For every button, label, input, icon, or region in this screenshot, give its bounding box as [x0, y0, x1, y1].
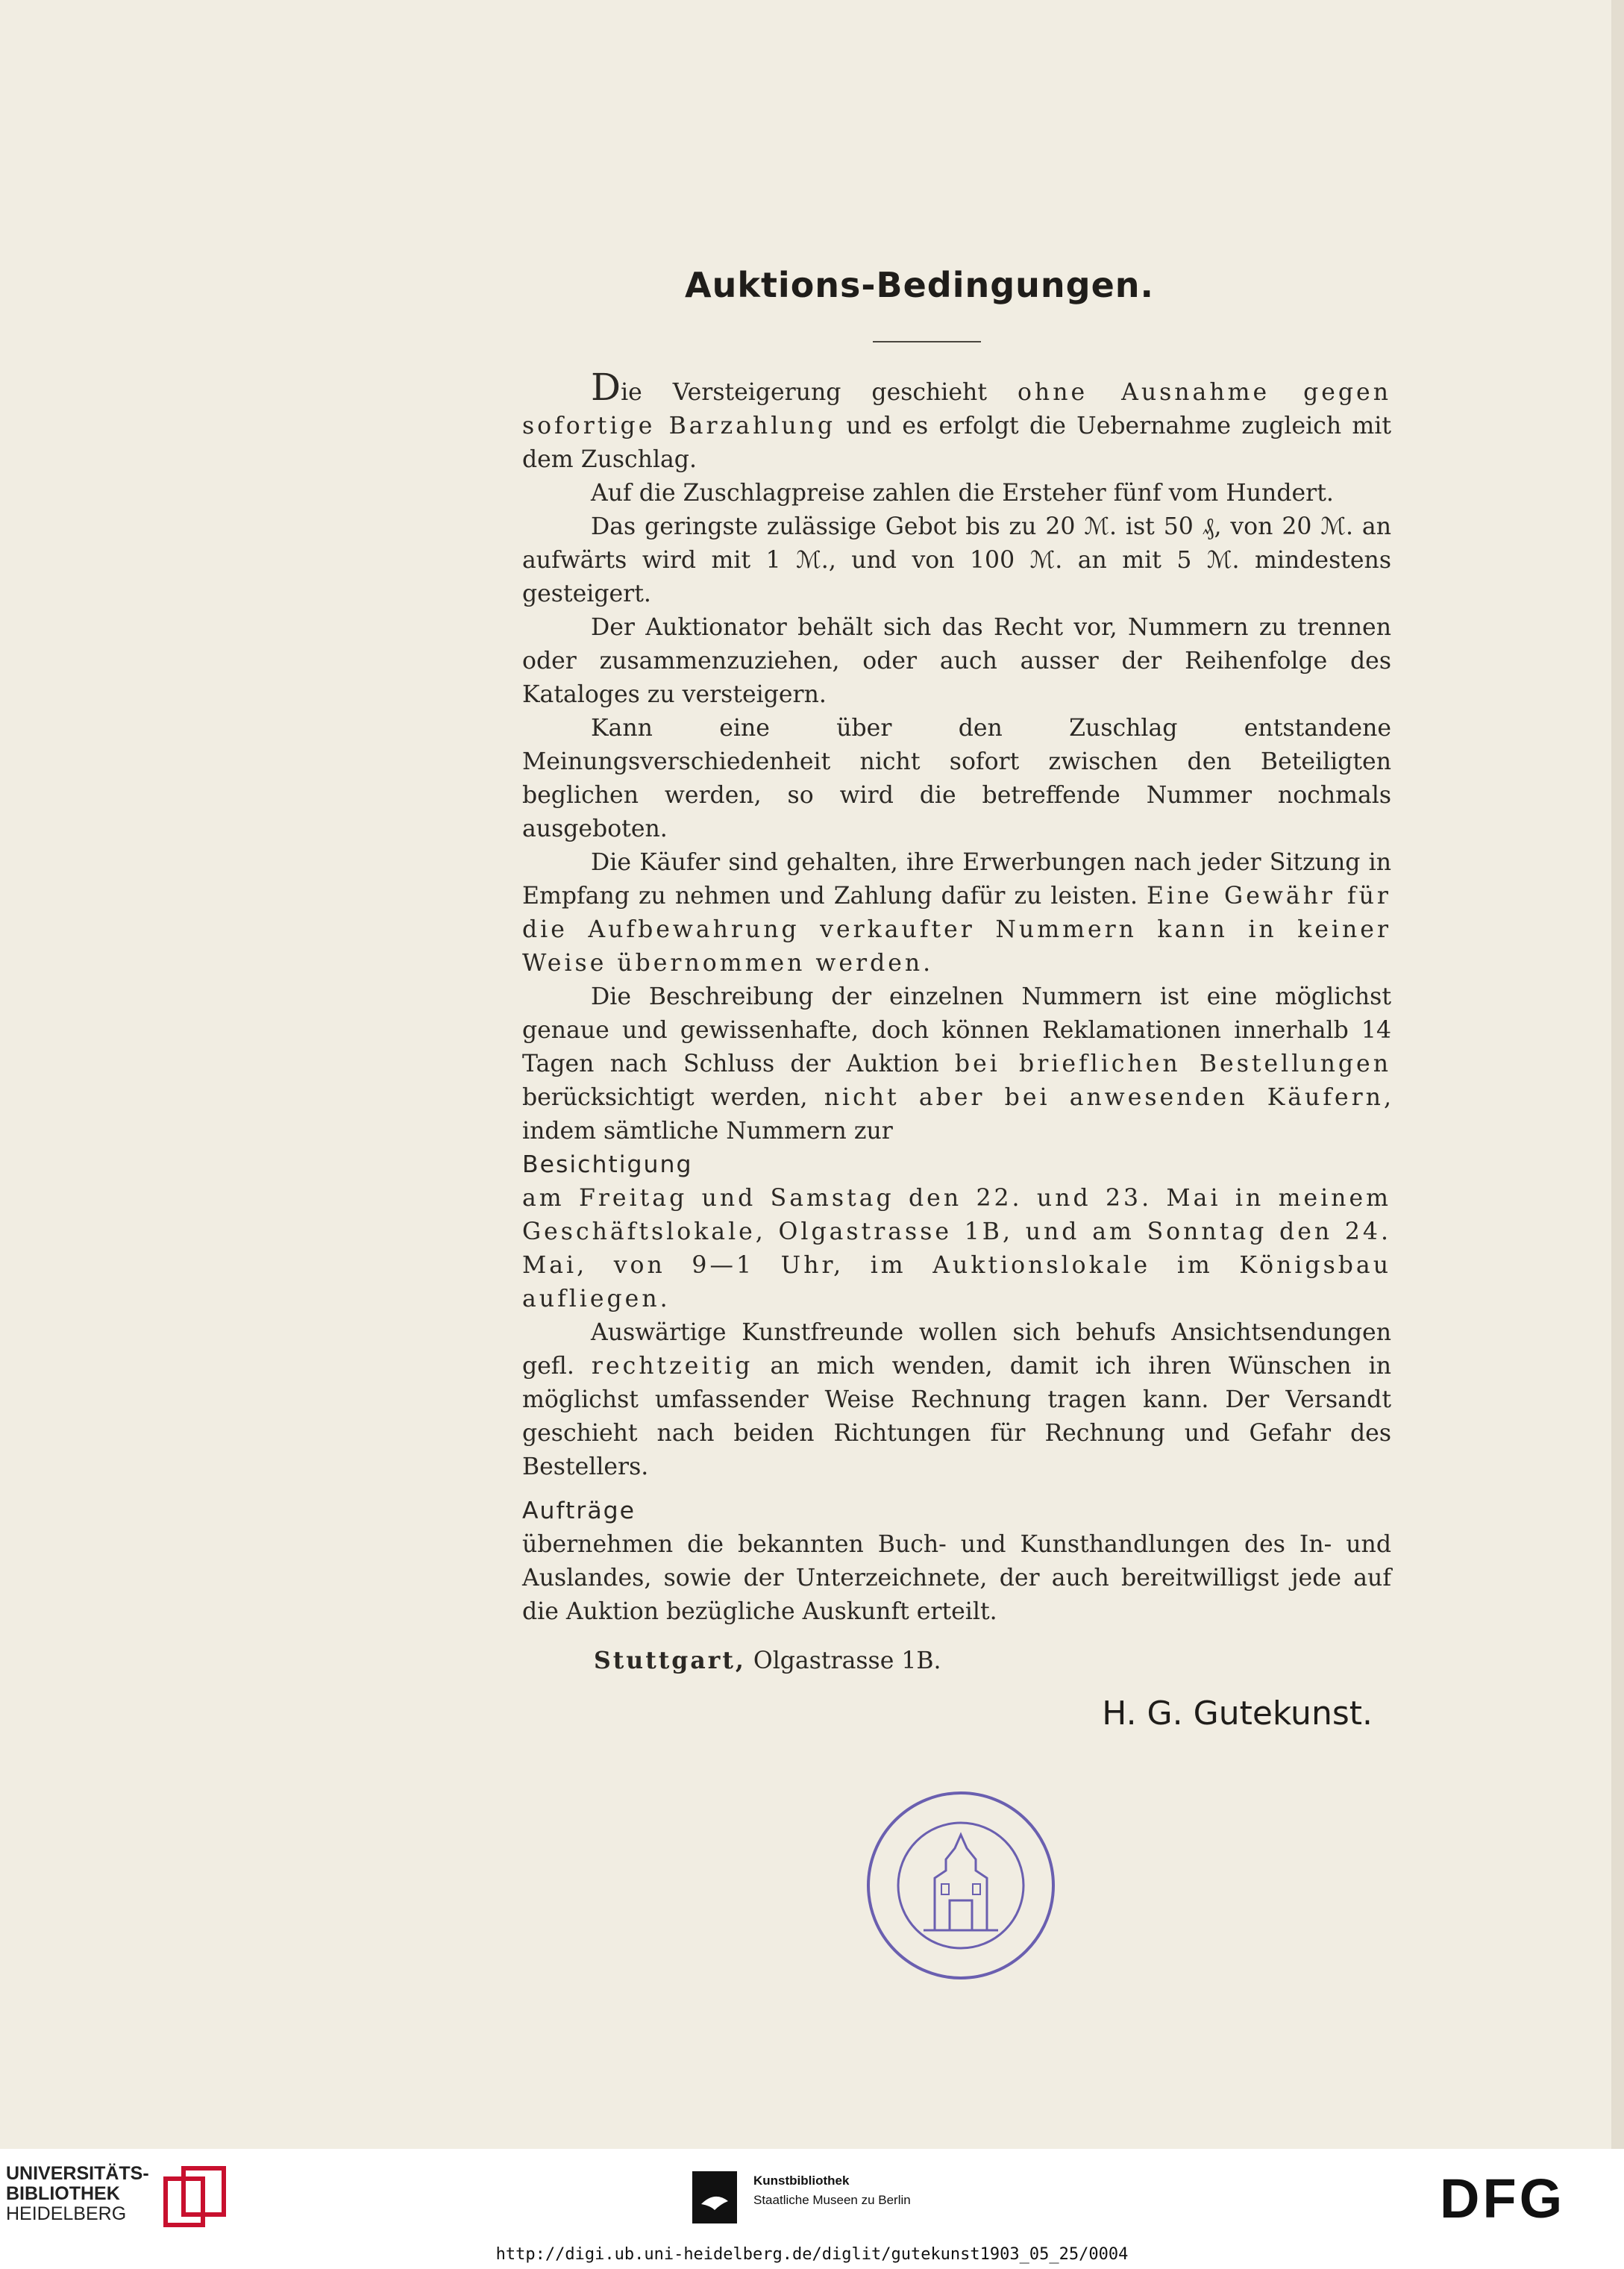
permalink[interactable]: http://digi.ub.uni-heidelberg.de/diglit/gutekunst1903_05_25/0004 — [495, 2245, 1129, 2264]
document-body — [522, 265, 1391, 1733]
text-run: und es erfolgt die Uebernahme zugleich mit dem Zuschlag. — [522, 413, 1391, 473]
page-edge — [1611, 0, 1624, 2149]
signature: H. G. Gutekunst. — [1102, 1694, 1373, 1733]
paragraph-auctioneer: Der Auktionator behält sich das Recht vor, Nummern zu trennen oder zusammenzuziehen, oder auch ausser der Reihenfolge des Kataloges zu versteigern. — [522, 614, 1391, 708]
heading-viewing: Besichtigung — [522, 1151, 693, 1178]
spaced-text: bei brieflichen Bestellungen — [954, 1051, 1391, 1077]
paragraph-description — [522, 980, 1391, 1148]
dfg-logo: DFG — [1440, 2168, 1566, 2229]
spaced-text: ohne Ausnahme gegen sofortige Barzahlung — [522, 379, 1391, 439]
logo-text: UNIVERSITÄTS- — [6, 2163, 149, 2184]
paragraph-orders: übernehmen die bekannten Buch- und Kunsthandlungen des In- und Auslandes, sowie der Unterzeichnete, der auch bereitwilligst jede auf die Auktion bezügliche Auskunft erteilt. — [522, 1531, 1391, 1625]
document-title: Auktions-Bedingungen. — [685, 265, 1154, 305]
paragraph-payment — [522, 366, 1391, 477]
spaced-text: rechtzeitig — [591, 1353, 753, 1380]
text-block — [522, 366, 1391, 1678]
logo-text: BIBLIOTHEK — [6, 2183, 120, 2204]
place-line — [522, 1644, 1391, 1678]
paragraph-buyers — [522, 846, 1391, 980]
spaced-text: Eine Gewähr für die Aufbewahrung verkaufter Nummern kann in keiner Weise übernommen werden. — [522, 883, 1391, 977]
uni-heidelberg-logo — [6, 2164, 149, 2224]
logo-text: HEIDELBERG — [6, 2203, 127, 2224]
paragraph-remote-buyers — [522, 1316, 1391, 1484]
text-run: Die Käufer sind gehalten, ihre Erwerbungen nach jeder Sitzung in Empfang zu nehmen und Zahlung dafür zu leisten. — [522, 849, 1391, 910]
text-run: Die Beschreibung der einzelnen Nummern ist eine möglichst genaue und gewissenhafte, doch können Reklamationen innerhalb 14 Tagen nach Schluss der Auktion — [522, 983, 1391, 1077]
paragraph-premium: Auf die Zuschlagpreise zahlen die Ersteher fünf vom Hundert. — [591, 480, 1334, 507]
text-run: ie Versteigerung geschieht — [621, 379, 1018, 406]
text-run: Auswärtige Kunstfreunde wollen sich behufs Ansichtsendungen gefl. — [522, 1319, 1391, 1380]
kunstbibliothek-logo — [753, 2171, 911, 2210]
paragraph-bids: Das geringste zulässige Gebot bis zu 20 ℳ. ist 50 ₰, von 20 ℳ. an aufwärts wird mit 1 ℳ., und von 100 ℳ. an mit 5 ℳ. mindestens gesteigert. — [522, 513, 1391, 607]
museum-stamp-icon — [864, 1788, 1058, 1982]
paragraph-disputes: Kann eine über den Zuschlag entstandene Meinungsverschiedenheit nicht sofort zwischen den Beteiligten beglichen werden, so wird die betreffende Nummer nochmals ausgeboten. — [522, 715, 1391, 842]
logo-subtitle: Staatliche Museen zu Berlin — [753, 2193, 911, 2207]
paragraph-viewing-dates: am Freitag und Samstag den 22. und 23. Mai in meinem Geschäftslokale, Olgastrasse 1B, und am Sonntag den 24. Mai, von 9—1 Uhr, im Auktionslokale im Königsbau aufliegen. — [522, 1185, 1391, 1312]
title-divider — [873, 341, 981, 342]
heading-orders: Aufträge — [522, 1497, 636, 1524]
footer — [0, 2149, 1624, 2269]
initial-letter: D — [591, 366, 621, 409]
place-name: Stuttgart, — [594, 1647, 746, 1674]
text-run: , indem sämtliche Nummern zur — [522, 1084, 1391, 1145]
logo-title: Kunstbibliothek — [753, 2173, 850, 2188]
address: Olgastrasse 1B. — [745, 1647, 941, 1674]
spaced-text: nicht aber bei anwesenden Käufern — [824, 1084, 1384, 1111]
eagle-icon — [692, 2171, 737, 2223]
text-run: berücksichtigt werden, — [522, 1084, 824, 1111]
university-mark-icon — [163, 2164, 230, 2231]
text-run: an mich wenden, damit ich ihren Wünschen in möglichst umfassender Weise Rechnung tragen kann. Der Versandt geschieht nach beiden Richtungen für Rechnung und Gefahr des Bestellers. — [522, 1353, 1391, 1480]
